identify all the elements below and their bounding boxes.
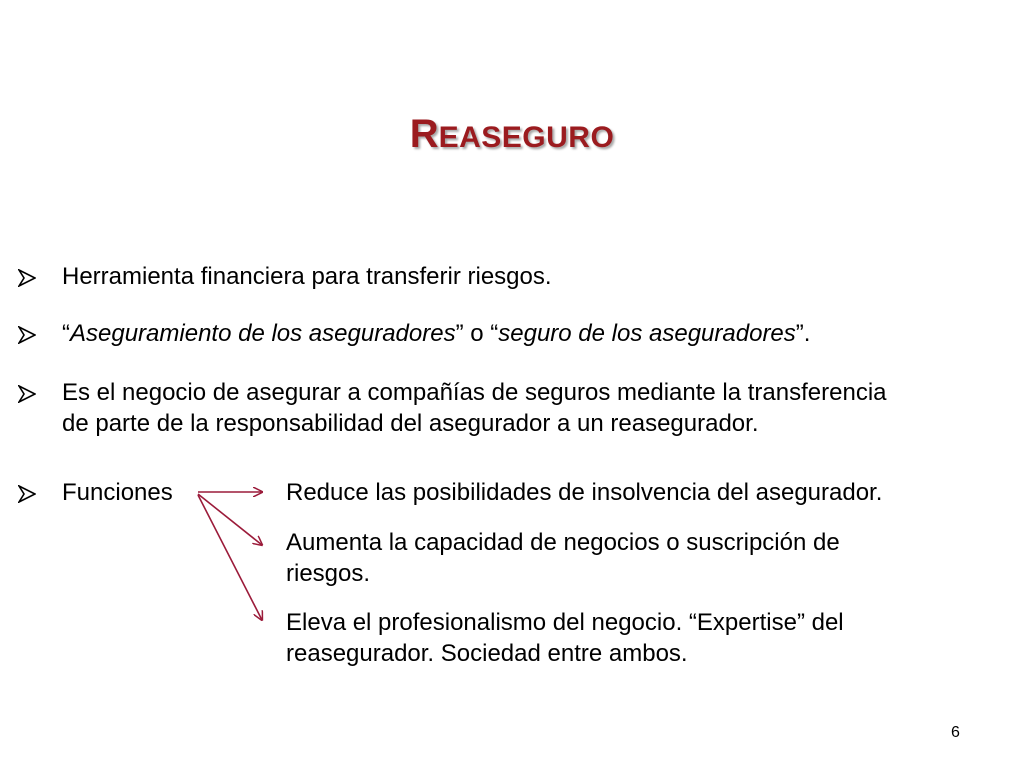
closing-text: ”.: [795, 320, 811, 347]
funcion-text-line-1: Eleva el profesionalismo del negocio. “Expertise” del: [286, 609, 844, 636]
connector-text: ” o “: [455, 320, 499, 347]
funcion-text-line-2: riesgos.: [286, 560, 371, 587]
arrow-to-item-3: [198, 495, 262, 620]
funcion-item: [286, 527, 840, 589]
bullet-text-line-1: Es el negocio de asegurar a compañías de seguros mediante la transferencia: [62, 379, 887, 406]
funcion-text-line-2: reasegurador. Sociedad entre ambos.: [286, 640, 688, 667]
funcion-text-line-1: Reduce las posibilidades de insolvencia del asegurador.: [286, 479, 883, 506]
title-rest: EASEGURO: [438, 121, 615, 154]
italic-phrase-1: Aseguramiento de los aseguradores: [70, 320, 456, 347]
funciones-label: Funciones: [62, 479, 173, 506]
funcion-item: [286, 477, 882, 508]
funcion-item: [286, 607, 844, 669]
funcion-text-line-1: Aumenta la capacidad de negocios o suscripción de: [286, 529, 840, 556]
arrow-to-item-2: [198, 494, 262, 545]
bullet-text-line-2: de parte de la responsabilidad del asegurador a un reasegurador.: [62, 410, 759, 437]
open-quote: “: [62, 320, 70, 347]
bullet-text: Herramienta financiera para transferir riesgos.: [62, 263, 552, 290]
title-initial: R: [409, 112, 439, 156]
italic-phrase-2: seguro de los aseguradores: [498, 320, 796, 347]
page-number: 6: [951, 724, 960, 741]
